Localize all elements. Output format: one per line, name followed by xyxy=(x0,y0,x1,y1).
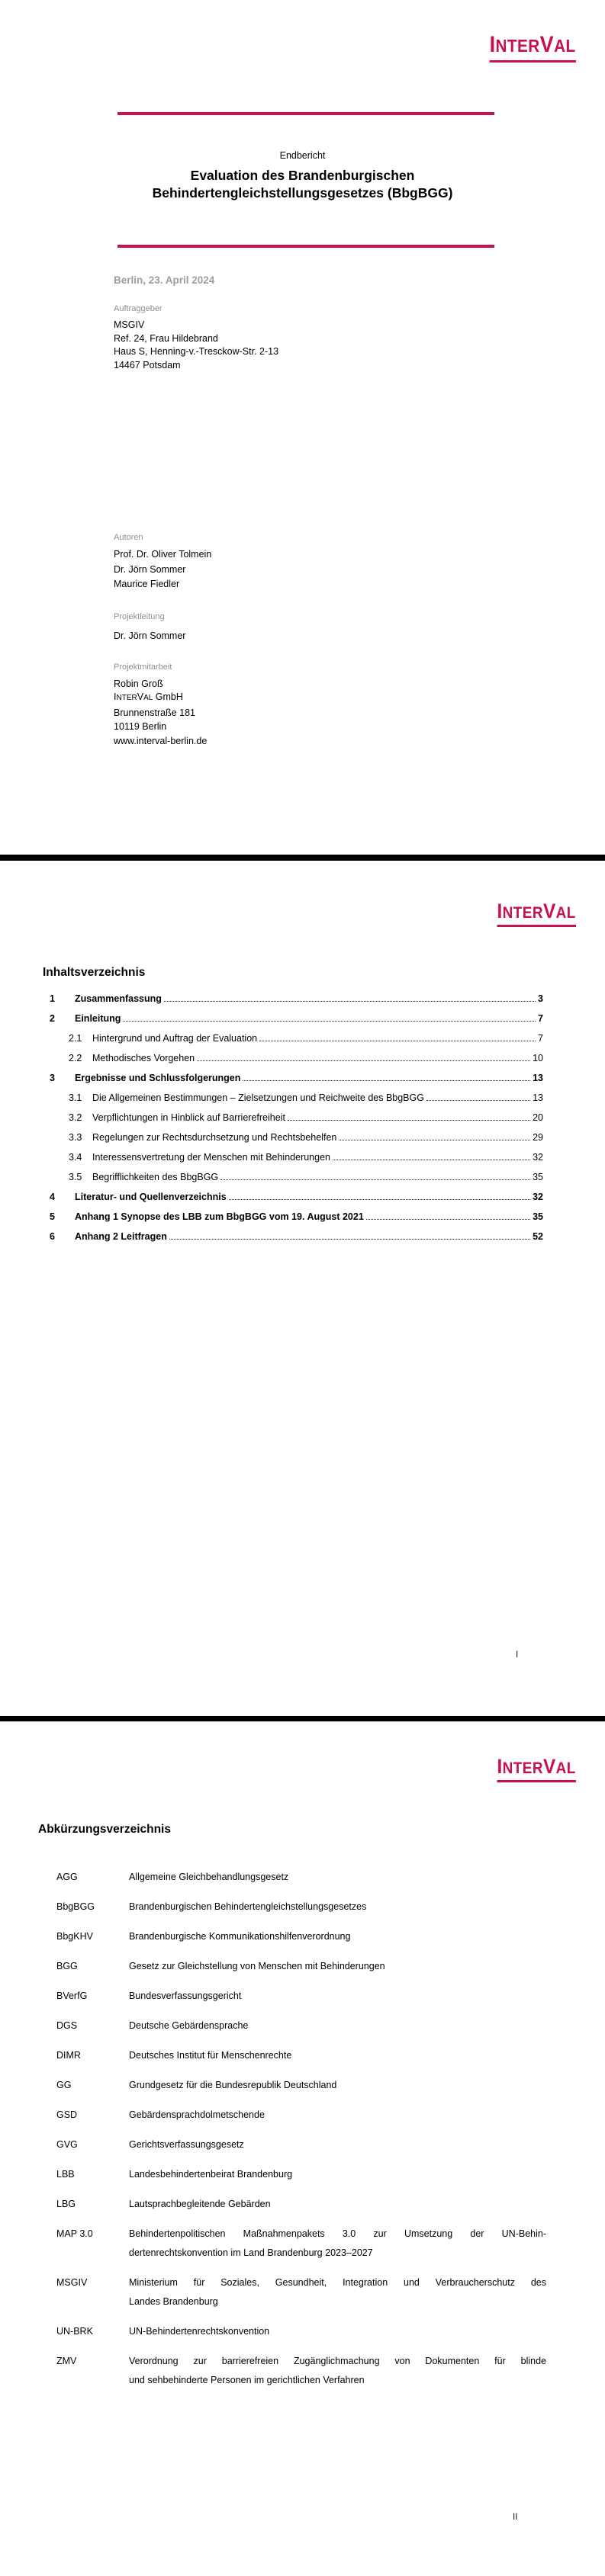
toc-entry-4[interactable] xyxy=(43,1182,543,1202)
interval-logo xyxy=(480,34,576,63)
toc-entry-3[interactable] xyxy=(43,1063,543,1083)
interval-logo xyxy=(488,901,576,927)
client-address xyxy=(114,319,278,372)
abbreviation-term: AGG xyxy=(56,1872,78,1882)
toc-entry-2.2[interactable] xyxy=(43,1044,543,1063)
abbreviation-term: GG xyxy=(56,2080,72,2090)
definition-line: Grundgesetz für die Bundesrepublik Deutschland xyxy=(129,2080,337,2090)
definition-line: UN-Behindertenrechtskonvention xyxy=(129,2326,270,2337)
report-title-line1: Evaluation des Brandenburgischen xyxy=(190,168,415,183)
toc-entry-2.1[interactable] xyxy=(43,1024,543,1044)
toc-entry-number: 2 xyxy=(50,1013,55,1024)
text-line: Maurice Fiedler xyxy=(114,579,180,589)
logo-letters: V xyxy=(543,900,556,922)
abbreviation-definition xyxy=(129,2273,546,2311)
definition-line: Verordnung zur barrierefreien Zugänglichmachung von Dokumenten für blinde xyxy=(129,2356,546,2366)
toc-entry-3.4[interactable] xyxy=(43,1143,543,1163)
definition-line: Deutsches Institut für Menschenrechte xyxy=(129,2050,292,2061)
abbreviation-term: BbgKHV xyxy=(56,1931,93,1942)
toc-entry-label: Ergebnisse und Schlussfolgerungen xyxy=(75,1073,241,1083)
abbreviation-definition xyxy=(129,2046,546,2065)
toc-heading: Inhaltsverzeichnis xyxy=(43,966,146,979)
toc-entry-page: 29 xyxy=(533,1132,543,1143)
toc-entry-label: Interessensvertretung der Menschen mit Behinderungen xyxy=(92,1152,330,1163)
toc-entry-label: Literatur- und Quellenverzeichnis xyxy=(75,1192,227,1202)
definition-line: Deutsche Gebärdensprache xyxy=(129,2020,249,2031)
toc-page xyxy=(0,861,605,1716)
abbreviation-row-BbgKHV xyxy=(56,1927,546,1946)
toc-entry-label: Regelungen zur Rechtsdurchsetzung und Rechtsbehelfen xyxy=(92,1132,337,1143)
toc-entry-page: 35 xyxy=(533,1172,543,1182)
interval-wordmark xyxy=(497,901,576,927)
definition-line: dertenrechtskonvention im Land Brandenburg 2023–2027 xyxy=(129,2247,373,2258)
logo-letters: AL xyxy=(554,36,576,56)
toc-dot-leader xyxy=(164,1001,536,1002)
interval-wordmark xyxy=(497,1756,576,1782)
project-staff-label: Projektmitarbeit xyxy=(114,662,172,672)
logo-letters: NTER xyxy=(502,1760,544,1777)
definition-line: Brandenburgischen Behindertengleichstellungsgesetzes xyxy=(129,1901,367,1912)
toc-dot-leader xyxy=(366,1219,530,1220)
logo-letters: V xyxy=(543,1755,556,1778)
company-city: 10119 Berlin xyxy=(114,721,167,732)
title-rule-top xyxy=(117,112,494,115)
toc-dot-leader xyxy=(288,1120,530,1121)
toc-entry-page: 13 xyxy=(533,1073,543,1083)
logo-letters: NTER xyxy=(495,36,541,56)
definition-line: Bundesverfassungsgericht xyxy=(129,1991,242,2001)
authors-list xyxy=(114,547,211,592)
logo-letters: I xyxy=(497,900,503,922)
toc-entry-page: 10 xyxy=(533,1053,543,1063)
toc-dot-leader xyxy=(426,1100,530,1101)
abbreviation-definition xyxy=(129,2165,546,2184)
abbreviation-definition xyxy=(129,2135,546,2154)
toc-entry-number: 4 xyxy=(50,1192,55,1202)
abbreviation-row-LBG xyxy=(56,2195,546,2214)
abbreviation-term: MAP 3.0 xyxy=(56,2228,93,2239)
abbreviations-page xyxy=(0,1721,605,2576)
abbreviation-definition xyxy=(129,2195,546,2214)
toc-entry-number: 5 xyxy=(50,1211,55,1222)
abbreviation-definition xyxy=(129,1987,546,2006)
text-line: Prof. Dr. Oliver Tolmein xyxy=(114,549,212,560)
abbreviation-row-ZMV xyxy=(56,2352,546,2390)
text-line: Haus S, Henning-v.-Tresckow-Str. 2-13 xyxy=(114,346,279,357)
toc-entry-number: 2.2 xyxy=(69,1053,82,1063)
definition-line: Gebärdensprachdolmetschende xyxy=(129,2109,265,2120)
toc-entry-page: 32 xyxy=(533,1192,543,1202)
definition-line: und sehbehinderte Personen im gerichtlichen Verfahren xyxy=(129,2375,365,2385)
toc-list xyxy=(43,984,543,1242)
logo-letters: I xyxy=(489,32,496,57)
toc-dot-leader xyxy=(243,1080,530,1081)
abbreviation-term: GVG xyxy=(56,2139,78,2150)
logo-letters: I xyxy=(497,1755,503,1778)
toc-entry-3.1[interactable] xyxy=(43,1083,543,1103)
abbreviation-definition xyxy=(129,2016,546,2035)
toc-entry-page: 3 xyxy=(538,993,543,1004)
toc-entry-number: 1 xyxy=(50,993,55,1004)
toc-entry-label: Einleitung xyxy=(75,1013,121,1024)
toc-entry-label: Begrifflichkeiten des BbgBGG xyxy=(92,1172,219,1182)
toc-entry-page: 7 xyxy=(538,1013,543,1024)
abbreviation-definition xyxy=(129,2076,546,2095)
toc-entry-label: Zusammenfassung xyxy=(75,993,162,1004)
text-line: MSGIV xyxy=(114,319,145,330)
toc-entry-label: Anhang 2 Leitfragen xyxy=(75,1231,167,1242)
company-name-suffix: GmbH xyxy=(153,691,183,702)
toc-dot-leader xyxy=(169,1239,530,1240)
definition-line: Gerichtsverfassungsgesetz xyxy=(129,2139,244,2150)
toc-entry-6[interactable] xyxy=(43,1222,543,1242)
company-name-letters: V xyxy=(137,691,144,702)
toc-dot-leader xyxy=(220,1179,530,1180)
toc-entry-label: Die Allgemeinen Bestimmungen – Zielsetzungen und Reichweite des BbgBGG xyxy=(92,1092,424,1103)
interval-logo xyxy=(488,1756,576,1782)
abbreviation-term: BGG xyxy=(56,1961,78,1971)
toc-entry-page: 7 xyxy=(538,1033,543,1044)
abbreviation-definition xyxy=(129,2106,546,2125)
toc-entry-3.5[interactable] xyxy=(43,1163,543,1182)
abbreviation-term: DGS xyxy=(56,2020,78,2031)
interval-wordmark xyxy=(490,34,576,63)
definition-line: Landes Brandenburg xyxy=(129,2296,218,2307)
report-type-label: Endbericht xyxy=(279,150,326,161)
abbreviation-term: ZMV xyxy=(56,2356,77,2366)
abbreviation-row-BVerfG xyxy=(56,1987,546,2006)
logo-letters: AL xyxy=(555,904,576,922)
abbreviation-row-LBB xyxy=(56,2165,546,2184)
toc-entry-number: 3.3 xyxy=(69,1132,82,1143)
toc-entry-number: 2.1 xyxy=(69,1033,82,1044)
text-line: Robin Groß xyxy=(114,678,163,689)
toc-dot-leader xyxy=(197,1060,530,1061)
toc-entry-number: 3.5 xyxy=(69,1172,82,1182)
toc-entry-number: 3.1 xyxy=(69,1092,82,1103)
report-title-line2: Behindertengleichstellungsgesetzes (BbgBGG) xyxy=(152,185,453,200)
abbreviation-row-GG xyxy=(56,2076,546,2095)
toc-entry-page: 20 xyxy=(533,1112,543,1123)
cover-page xyxy=(0,0,605,855)
text-line: 14467 Potsdam xyxy=(114,359,181,371)
abbreviation-row-UN-BRK xyxy=(56,2322,546,2341)
abbreviation-row-GVG xyxy=(56,2135,546,2154)
page-number: II xyxy=(513,2513,518,2522)
authors-label: Autoren xyxy=(114,533,143,542)
page-separator xyxy=(0,855,605,861)
company-name-letters: AL xyxy=(143,694,153,702)
title-rule-bottom xyxy=(117,245,494,248)
text-line: Dr. Jörn Sommer xyxy=(114,630,186,641)
company-address xyxy=(114,690,207,748)
toc-entry-3.3[interactable] xyxy=(43,1123,543,1143)
abbreviation-term: LBG xyxy=(56,2199,76,2209)
abbreviations-list xyxy=(56,1868,546,2401)
company-street: Brunnenstraße 181 xyxy=(114,707,196,718)
toc-entry-1[interactable] xyxy=(43,984,543,1004)
abbreviation-row-DIMR xyxy=(56,2046,546,2065)
company-name-letters: NTER xyxy=(116,694,137,702)
toc-entry-page: 52 xyxy=(533,1231,543,1242)
abbreviation-definition xyxy=(129,2322,546,2341)
toc-entry-number: 3.4 xyxy=(69,1152,82,1163)
abbreviation-term: BbgBGG xyxy=(56,1901,95,1912)
text-line: Dr. Jörn Sommer xyxy=(114,563,186,575)
toc-dot-leader xyxy=(123,1021,536,1022)
definition-line: Gesetz zur Gleichstellung von Menschen mit Behinderungen xyxy=(129,1961,385,1971)
project-staff xyxy=(114,678,163,691)
definition-line: Ministerium für Soziales, Gesundheit, Integration und Verbraucherschutz des xyxy=(129,2277,546,2288)
toc-entry-label: Hintergrund und Auftrag der Evaluation xyxy=(92,1033,258,1044)
page-separator xyxy=(0,1716,605,1721)
project-lead-label: Projektleitung xyxy=(114,612,165,621)
abbreviation-definition xyxy=(129,1898,546,1917)
toc-entry-number: 6 xyxy=(50,1231,55,1242)
page-number: I xyxy=(516,1651,519,1660)
abbreviation-row-AGG xyxy=(56,1868,546,1887)
company-website-link[interactable]: www.interval-berlin.de xyxy=(114,735,208,746)
client-label: Auftraggeber xyxy=(114,304,163,313)
definition-line: Lautsprachbegleitende Gebärden xyxy=(129,2199,271,2209)
toc-dot-leader xyxy=(229,1199,530,1200)
abbreviation-definition xyxy=(129,2352,546,2390)
abbreviation-definition xyxy=(129,1957,546,1976)
project-lead xyxy=(114,630,185,643)
definition-line: Allgemeine Gleichbehandlungsgesetz xyxy=(129,1872,289,1882)
logo-letters: AL xyxy=(555,1760,576,1777)
toc-entry-2[interactable] xyxy=(43,1004,543,1024)
abbreviation-definition xyxy=(129,1868,546,1887)
toc-entry-number: 3 xyxy=(50,1073,55,1083)
abbreviations-heading: Abkürzungsverzeichnis xyxy=(38,1823,171,1836)
abbreviation-definition xyxy=(129,1927,546,1946)
toc-entry-label: Methodisches Vorgehen xyxy=(92,1053,195,1063)
abbreviation-term: BVerfG xyxy=(56,1991,88,2001)
abbreviation-row-DGS xyxy=(56,2016,546,2035)
toc-entry-label: Verpflichtungen in Hinblick auf Barrierefreiheit xyxy=(92,1112,285,1123)
logo-letters: V xyxy=(540,32,555,57)
abbreviation-row-MSGIV xyxy=(56,2273,546,2311)
company-name-letters: I xyxy=(114,691,117,702)
toc-entry-page: 35 xyxy=(533,1211,543,1222)
abbreviation-term: GSD xyxy=(56,2109,78,2120)
abbreviation-definition xyxy=(129,2225,546,2263)
toc-entry-label: Anhang 1 Synopse des LBB zum BbgBGG vom 19. August 2021 xyxy=(75,1211,364,1222)
definition-line: Behindertenpolitischen Maßnahmenpakets 3.0 zur Umsetzung der UN-Behin- xyxy=(129,2228,546,2239)
abbreviation-row-BbgBGG xyxy=(56,1898,546,1917)
abbreviation-term: LBB xyxy=(56,2169,75,2180)
abbreviation-row-GSD xyxy=(56,2106,546,2125)
definition-line: Brandenburgische Kommunikationshilfenverordnung xyxy=(129,1931,351,1942)
abbreviation-term: MSGIV xyxy=(56,2277,88,2288)
toc-entry-page: 32 xyxy=(533,1152,543,1163)
toc-entry-page: 13 xyxy=(533,1092,543,1103)
abbreviation-term: DIMR xyxy=(56,2050,81,2061)
abbreviation-term: UN-BRK xyxy=(56,2326,93,2337)
abbreviation-row-MAP 3.0 xyxy=(56,2225,546,2263)
toc-entry-5[interactable] xyxy=(43,1202,543,1222)
text-line: Ref. 24, Frau Hildebrand xyxy=(114,332,218,344)
toc-entry-number: 3.2 xyxy=(69,1112,82,1123)
report-title xyxy=(0,167,605,202)
toc-entry-3.2[interactable] xyxy=(43,1103,543,1123)
abbreviation-row-BGG xyxy=(56,1957,546,1976)
report-date: Berlin, 23. April 2024 xyxy=(114,274,215,286)
definition-line: Landesbehindertenbeirat Brandenburg xyxy=(129,2169,293,2180)
logo-letters: NTER xyxy=(502,904,544,922)
company-name xyxy=(114,690,207,706)
